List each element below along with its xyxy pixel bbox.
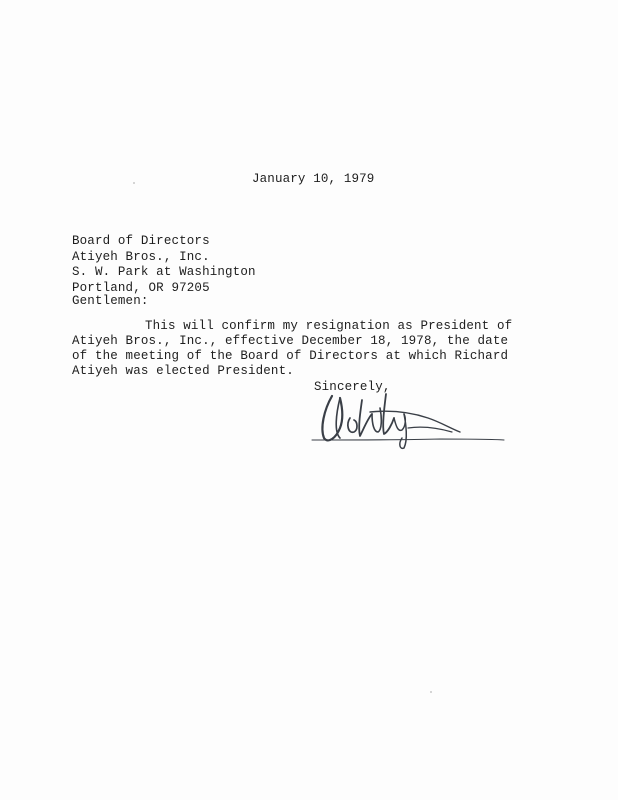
recipient-line-4: Portland, OR 97205 bbox=[72, 281, 210, 295]
body-line-2: Atiyeh Bros., Inc., effective December 18, 1978, the date bbox=[72, 334, 509, 348]
body-line-1: This will confirm my resignation as President of bbox=[145, 319, 513, 333]
paper-speck bbox=[133, 182, 135, 184]
paper-speck bbox=[430, 691, 432, 693]
body-line-4: Atiyeh was elected President. bbox=[72, 364, 294, 378]
recipient-line-2: Atiyeh Bros., Inc. bbox=[72, 250, 210, 264]
handwritten-signature bbox=[310, 388, 510, 450]
closing: Sincerely, bbox=[314, 380, 391, 394]
recipient-line-3: S. W. Park at Washington bbox=[72, 265, 256, 279]
body-line-3: of the meeting of the Board of Directors at which Richard bbox=[72, 349, 509, 363]
letter-date: January 10, 1979 bbox=[252, 172, 375, 186]
salutation: Gentlemen: bbox=[72, 294, 149, 308]
recipient-line-1: Board of Directors bbox=[72, 234, 210, 248]
